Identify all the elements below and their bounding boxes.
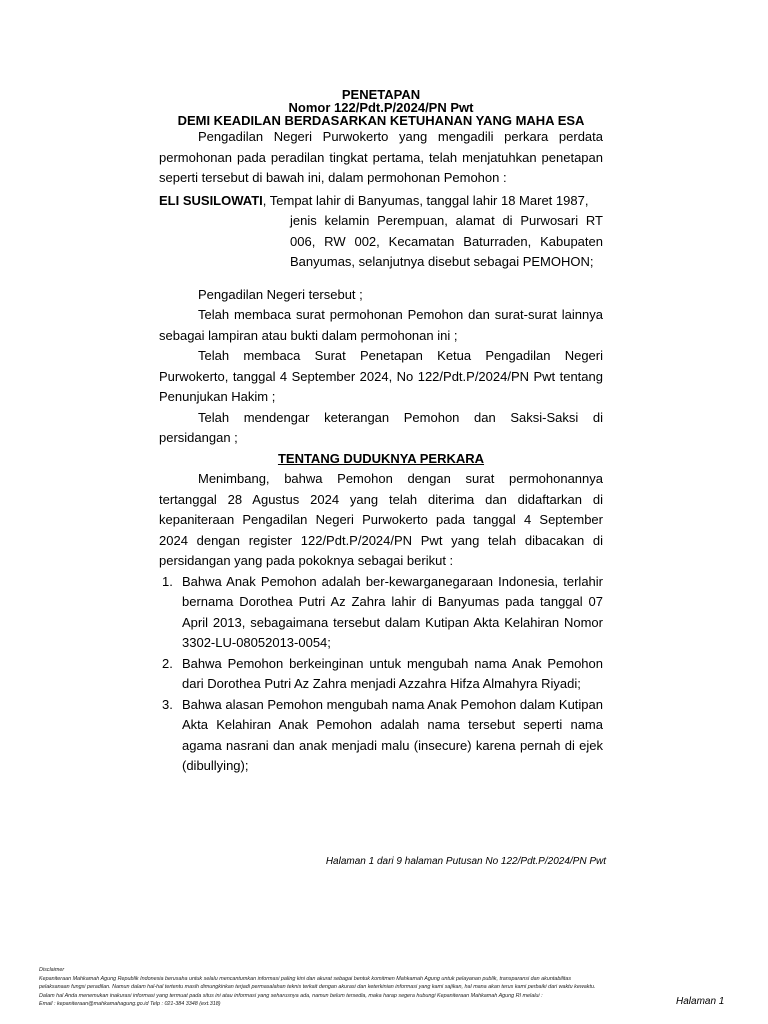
document-body [159, 88, 603, 777]
page-number: Halaman 1 [676, 996, 725, 1007]
party-details-rest: jenis kelamin Perempuan, alamat di Purwosari RT 006, RW 002, Kecamatan Baturraden, Kabupaten Banyumas, selanjutnya disebut sebagai PEMOHON; [290, 213, 603, 269]
disclaimer-heading: Disclaimer [39, 967, 65, 973]
list-item [159, 695, 603, 777]
list-item [159, 654, 603, 695]
list-item [159, 572, 603, 654]
party-name: ELI SUSILOWATI [159, 192, 263, 208]
disclaimer-contact: Email : kepaniteraan@mahkamahagung.go.id Telp : 021-384 3348 (ext.318) [39, 1001, 221, 1008]
list-item-number: 2. [162, 655, 173, 671]
party-block [159, 191, 603, 273]
doc-number: Nomor 122/Pdt.P/2024/PN Pwt [288, 100, 474, 115]
paragraph-4: Telah mendengar keterangan Pemohon dan Saksi-Saksi di persidangan ; [159, 409, 603, 445]
section-intro: Menimbang, bahwa Pemohon dengan surat permohonannya tertanggal 28 Agustus 2024 yang telah diterima dan didaftarkan di kepaniteraan Pengadilan Negeri Purwokerto pada tanggal 4 September 2024 dengan register 122/Pdt.P/2024/PN Pwt yang telah dibacakan di persidangan yang pada pokoknya sebagai berikut : [159, 471, 603, 568]
party-details-first: , Tempat lahir di Banyumas, tanggal lahir 18 Maret 1987, [262, 192, 589, 208]
numbered-list [159, 572, 603, 777]
party-first-line [159, 191, 603, 212]
disclaimer-line: Kepaniteraan Mahkamah Agung Republik Indonesia berusaha untuk selalu mencantumkan informasi paling kini dan akurat sebagai bentuk komitmen Mahkamah Agung untuk pelayanan publik, transparansi dan akuntabilitas [39, 975, 572, 982]
disclaimer-line: pelaksanaan fungsi peradilan. Namun dalam hal-hal tertentu masih dimungkinkan terjadi permasalahan teknis terkait dengan akurasi dan keterkinian informasi yang kami sajikan, hal mana akan terus kami perbaiki dari waktu kewaktu. [39, 984, 596, 991]
disclaimer-line: Dalam hal Anda menemukan inakurasi informasi yang termuat pada situs ini atau informasi yang seharusnya ada, namun belum tersedia, maka harap segera hubungi Kepaniteraan Mahkamah Agung RI melalui : [39, 992, 543, 999]
list-item-number: 3. [162, 696, 173, 712]
list-item-text: Bahwa Anak Pemohon adalah ber-kewarganegaraan Indonesia, terlahir bernama Dorothea Putri Az Zahra lahir di Banyumas pada tanggal 07 April 2013, sebagaimana tersebut dalam Kutipan Akta Kelahiran Nomor 3302-LU-08052013-0054; [182, 573, 603, 650]
paragraph-1: Pengadilan Negeri tersebut ; [198, 286, 363, 302]
page-reference: Halaman 1 dari 9 halaman Putusan No 122/Pdt.P/2024/PN Pwt [325, 856, 606, 867]
list-item-text: Bahwa alasan Pemohon mengubah nama Anak Pemohon dalam Kutipan Akta Kelahiran Anak Pemohon adalah nama tersebut seperti nama agama nasrani dan anak menjadi malu (insecure) karena pernah di ejek (dibullying); [182, 696, 603, 773]
doc-title: PENETAPAN [341, 87, 421, 102]
section-title: TENTANG DUDUKNYA PERKARA [277, 450, 485, 466]
paragraph-3: Telah membaca Surat Penetapan Ketua Pengadilan Negeri Purwokerto, tanggal 4 September 2024, No 122/Pdt.P/2024/PN Pwt tentang Penunjukan Hakim ; [159, 348, 603, 404]
list-item-text: Bahwa Pemohon berkeinginan untuk mengubah nama Anak Pemohon dari Dorothea Putri Az Zahra menjadi Azzahra Hifza Almahyra Riyadi; [182, 655, 603, 691]
list-item-number: 1. [162, 573, 173, 589]
opening-paragraph: Pengadilan Negeri Purwokerto yang mengadili perkara perdata permohonan pada peradilan tingkat pertama, telah menjatuhkan penetapan seperti tersebut di bawah ini, dalam permohonan Pemohon : [159, 129, 603, 185]
paragraph-2: Telah membaca surat permohonan Pemohon dan surat-surat lainnya sebagai lampiran atau bukti dalam permohonan ini ; [159, 307, 603, 343]
disclaimer [39, 966, 729, 1009]
doc-motto: DEMI KEADILAN BERDASARKAN KETUHANAN YANG MAHA ESA [177, 113, 585, 128]
